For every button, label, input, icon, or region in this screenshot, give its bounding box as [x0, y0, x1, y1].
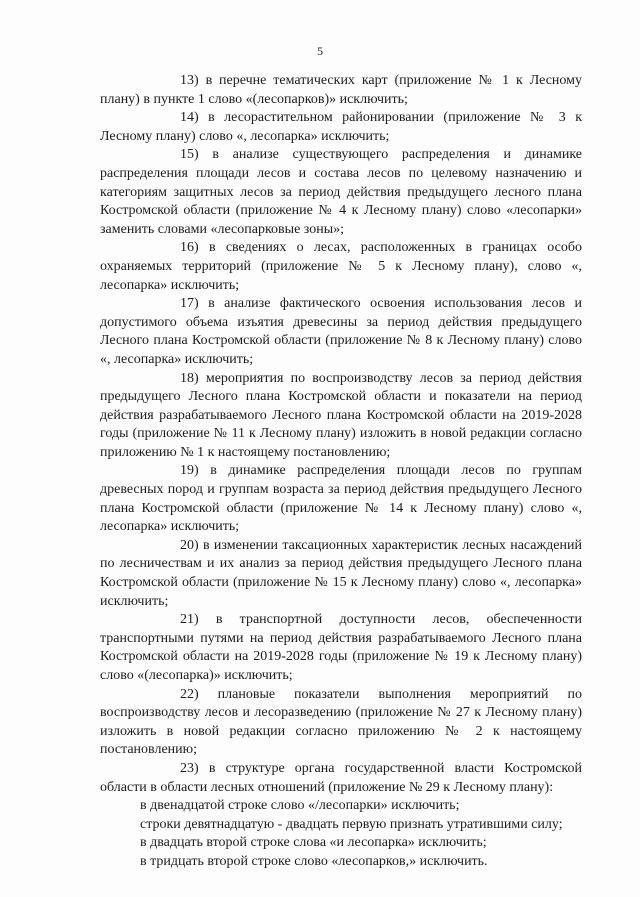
item-text: плановые показатели выполнения мероприятий по воспроизводству лесов и лесоразведению (приложение № 27 к Лесному плану) изложить в новой редакции согласно приложению № 2 к настоящему постановлению;: [100, 686, 583, 758]
sub-item: строки девятнадцатую - двадцать первую признать утратившими силу;: [140, 816, 563, 832]
list-item: [100, 760, 582, 797]
page-number: 5: [317, 44, 323, 58]
list-item: [100, 462, 582, 536]
item-text: в динамике распределения площади лесов по группам древесных пород и группам возраста за период действия предыдущего Лесного плана Костромской области (приложение № 14 к Лесному плану) слово «, лесопарка» исключить;: [100, 463, 582, 535]
item-number: 20): [180, 537, 199, 553]
item-text: мероприятия по воспроизводству лесов за период действия предыдущего Лесного плана Костромской области и показатели на период действия разрабатываемого Лесного плана Костромской области на 2019-2028 годы (приложение № 11 к Лесному плану) изложить в новой редакции согласно приложению № 1 к настоящему постановлению;: [100, 370, 582, 460]
list-item: [100, 611, 582, 685]
item-number: 23): [180, 760, 199, 776]
item-number: 15): [180, 147, 199, 163]
sub-item: в двадцать второй строке слова «и лесопарка» исключить;: [140, 835, 487, 851]
item-number: 14): [180, 110, 199, 126]
list-item: [100, 295, 582, 369]
item-text: в структуре органа государственной власти Костромской области в области лесных отношений (приложение № 29 к Лесному плану):: [100, 760, 583, 795]
list-item: [100, 370, 582, 463]
item-text: в анализе фактического освоения использования лесов и допустимого объема изъятия древесины за период действия предыдущего Лесного плана Костромской области (приложение № 8 к Лесному плану) слово «, лесопарка» исключить;: [100, 296, 583, 367]
item-number: 13): [180, 73, 199, 88]
item-number: 16): [180, 240, 199, 256]
item-number: 21): [180, 612, 199, 628]
list-item: [100, 109, 582, 146]
item-text: в сведениях о лесах, расположенных в границах особо охраняемых территорий (приложение № 5 к Лесному плану), слово «, лесопарка» исключить;: [100, 240, 582, 293]
list-item: [100, 239, 582, 295]
document-body: [100, 72, 582, 872]
item-text: в транспортной доступности лесов, обеспеченности транспортными путями на период действия разрабатываемого Лесного плана Костромской области на 2019-2028 годы (приложение № 19 к Лесному плану) слово «(лесопарка)» исключить;: [100, 612, 583, 683]
item-text: в перечне тематических карт (приложение № 1 к Лесному плану) в пункте 1 слово «(лесопарков)» исключить;: [100, 73, 582, 107]
list-item: [100, 72, 582, 109]
sub-item: в тридцать второй строке слово «лесопарков,» исключить.: [140, 853, 488, 869]
item-number: 18): [180, 370, 199, 386]
item-text: в лесорастительном районировании (приложение № 3 к Лесному плану) слово «, лесопарка» исключить;: [100, 110, 582, 144]
sub-item: в двенадцатой строке слово «/лесопарки» исключить;: [140, 798, 460, 814]
item-text: в анализе существующего распределения и динамике распределения площади лесов и состава лесов по целевому назначению и категориям защитных лесов за период действия предыдущего лесного плана Костромской области (приложение № 4 к Лесному плану) слово «лесопарки» заменить словами «лесопарковые зоны»;: [100, 147, 582, 237]
item-number: 19): [180, 463, 199, 479]
list-item: [100, 537, 582, 611]
item-number: 22): [180, 686, 199, 702]
list-item: [100, 146, 582, 239]
list-item: [100, 686, 582, 760]
item-number: 17): [180, 296, 199, 312]
item-text: в изменении таксационных характеристик лесных насаждений по лесничествам и их анализ за период действия предыдущего Лесного плана Костромской области (приложение № 15 к Лесному плану) слово «, лесопарка» исключить;: [100, 537, 582, 609]
